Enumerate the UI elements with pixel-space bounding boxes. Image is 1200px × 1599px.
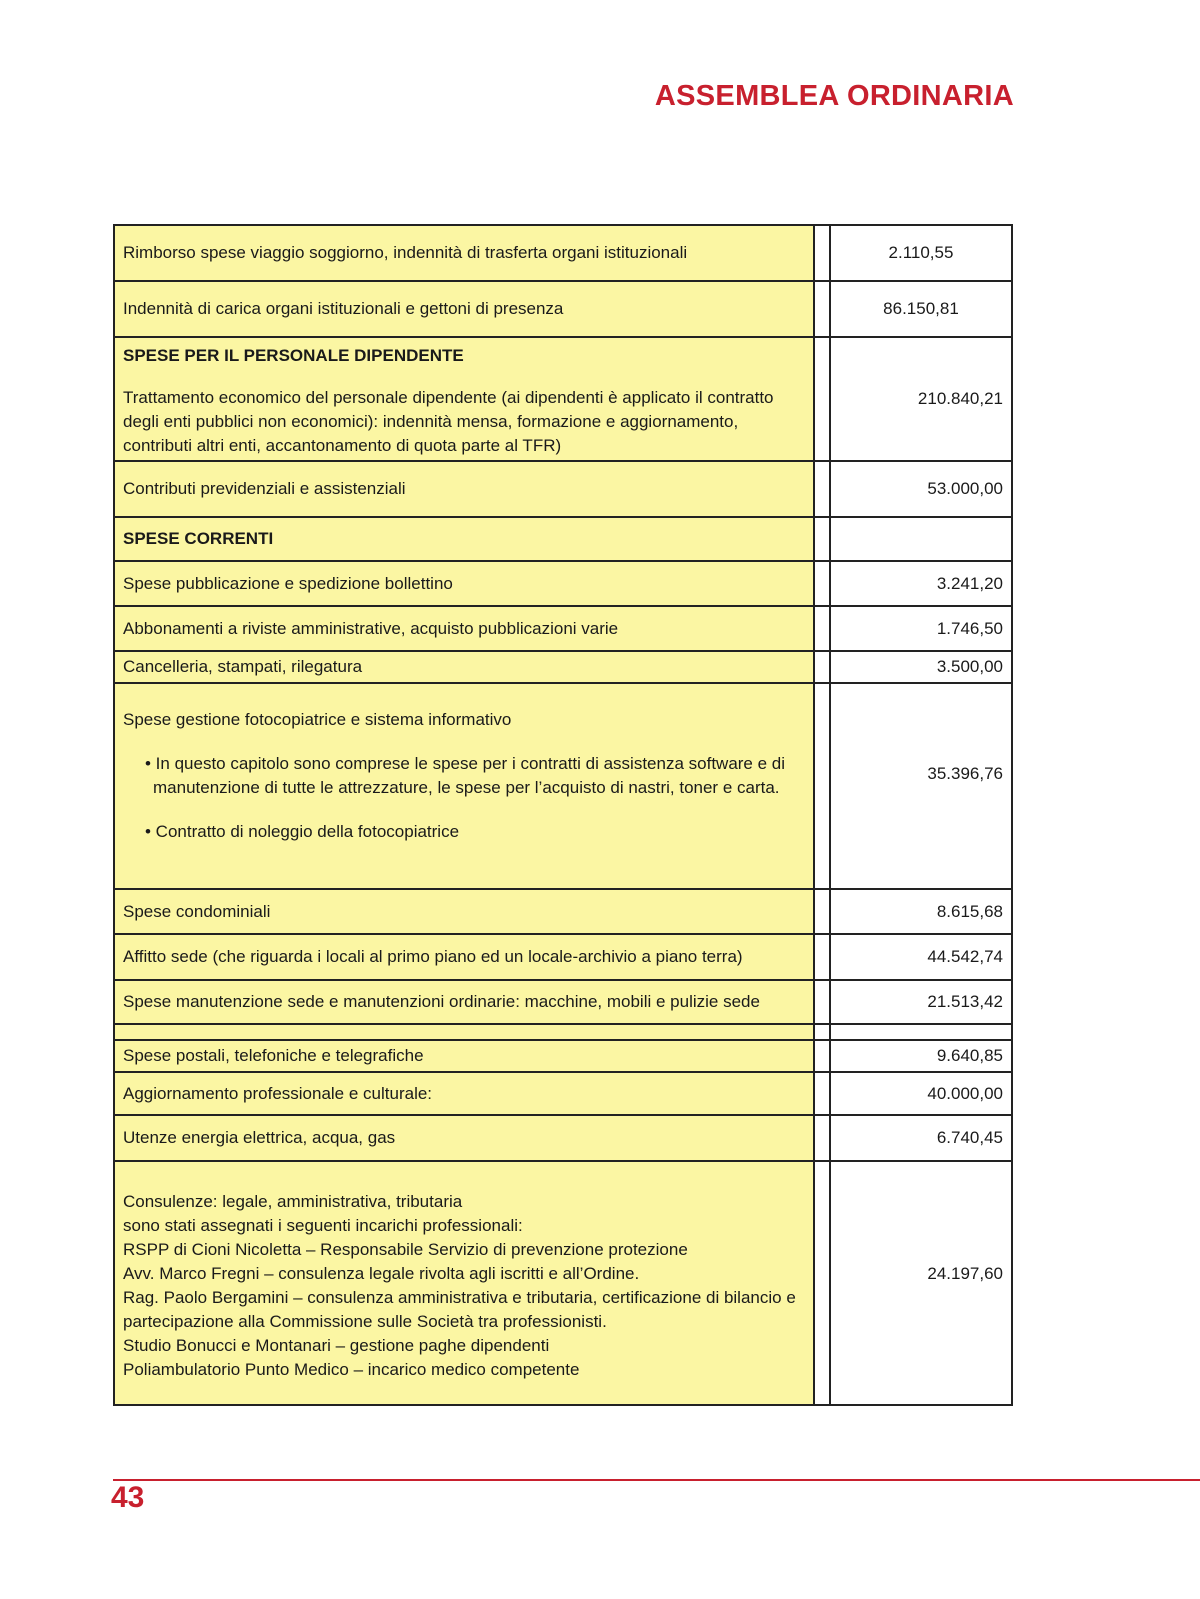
row-spacer [814,1040,830,1072]
table-row [114,225,1012,281]
row-amount: 8.615,68 [830,889,1012,934]
row-spacer [814,337,830,461]
table-row [114,281,1012,337]
table-row [114,337,1012,461]
table-row [114,889,1012,934]
row-spacer [814,934,830,980]
row-description: Utenze energia elettrica, acqua, gas [114,1115,814,1161]
page-number: 43 [111,1481,145,1514]
row-amount: 86.150,81 [830,281,1012,337]
table-row [114,651,1012,683]
row-spacer [814,1072,830,1115]
row-amount: 6.740,45 [830,1115,1012,1161]
row-spacer [814,1024,830,1040]
consultancy-line: sono stati assegnati i seguenti incarichi professionali: [123,1216,523,1235]
consultancy-line: Poliambulatorio Punto Medico – incarico medico competente [123,1360,580,1379]
row-spacer [814,683,830,889]
row-description: Contributi previdenziali e assistenziali [114,461,814,517]
row-spacer [814,225,830,281]
table-row [114,1040,1012,1072]
row-amount: 1.746,50 [830,606,1012,651]
table-row [114,683,1012,889]
row-description: Indennità di carica organi istituzionali e gettoni di presenza [114,281,814,337]
row-description-text: Trattamento economico del personale dipendente (ai dipendenti è applicato il contratto degli enti pubblici non economici): indennità mensa, formazione e aggiornamento, contributi altri enti, accantonamento di quota parte al TFR) [123,388,774,455]
consultancy-line: RSPP di Cioni Nicoletta – Responsabile Servizio di prevenzione protezione [123,1240,688,1259]
row-spacer [814,517,830,561]
table-row [114,517,1012,561]
row-amount [830,1024,1012,1040]
row-amount [830,517,1012,561]
page-header-title: ASSEMBLEA ORDINARIA [654,80,1014,112]
bullet-item: • Contratto di noleggio della fotocopiatrice [145,822,460,841]
row-amount: 3.241,20 [830,561,1012,606]
row-amount: 35.396,76 [830,683,1012,889]
row-amount: 53.000,00 [830,461,1012,517]
budget-table [113,224,1013,1406]
consultancy-line: Studio Bonucci e Montanari – gestione paghe dipendenti [123,1336,550,1355]
row-spacer [814,980,830,1024]
consultancy-line: Avv. Marco Fregni – consulenza legale rivolta agli iscritti e all’Ordine. [123,1264,640,1283]
row-description: Spese postali, telefoniche e telegrafiche [114,1040,814,1072]
row-description: Abbonamenti a riviste amministrative, acquisto pubblicazioni varie [114,606,814,651]
row-amount: 40.000,00 [830,1072,1012,1115]
row-spacer [814,1115,830,1161]
row-description [114,1161,814,1405]
row-spacer [814,606,830,651]
row-amount: 3.500,00 [830,651,1012,683]
table-row [114,606,1012,651]
table-row [114,461,1012,517]
table-row [114,934,1012,980]
row-spacer [814,889,830,934]
table-row-empty [114,1024,1012,1040]
bullet-item: • In questo capitolo sono comprese le spese per i contratti di assistenza software e di manutenzione di tutte le attrezzature, le spese per l’acquisto di nastri, toner e carta. [145,754,786,797]
section-title: SPESE PER IL PERSONALE DIPENDENTE [123,346,464,365]
row-description-text: Spese gestione fotocopiatrice e sistema informativo [123,710,512,729]
row-description: Affitto sede (che riguarda i locali al primo piano ed un locale-archivio a piano terra) [114,934,814,980]
row-description: Spese pubblicazione e spedizione bollettino [114,561,814,606]
table-row [114,1115,1012,1161]
row-spacer [814,651,830,683]
row-amount: 9.640,85 [830,1040,1012,1072]
table-row [114,561,1012,606]
row-description [114,337,814,461]
row-amount: 24.197,60 [830,1161,1012,1405]
footer-divider [113,1479,1200,1481]
table-row [114,980,1012,1024]
row-description [114,1024,814,1040]
row-description: Spese condominiali [114,889,814,934]
row-amount: 21.513,42 [830,980,1012,1024]
row-description: Spese manutenzione sede e manutenzioni ordinarie: macchine, mobili e pulizie sede [114,980,814,1024]
consultancy-line: Consulenze: legale, amministrativa, tributaria [123,1192,463,1211]
row-spacer [814,1161,830,1405]
row-spacer [814,281,830,337]
row-description: Aggiornamento professionale e culturale: [114,1072,814,1115]
row-amount: 210.840,21 [830,337,1012,461]
section-title: SPESE CORRENTI [114,517,814,561]
table-row [114,1161,1012,1405]
consultancy-line: Rag. Paolo Bergamini – consulenza amministrativa e tributaria, certificazione di bilancio e partecipazione alla Commissione sulle Società tra professionisti. [123,1288,796,1331]
row-amount: 2.110,55 [830,225,1012,281]
row-description: Cancelleria, stampati, rilegatura [114,651,814,683]
row-description [114,683,814,889]
table-row [114,1072,1012,1115]
row-spacer [814,461,830,517]
row-description: Rimborso spese viaggio soggiorno, indennità di trasferta organi istituzionali [114,225,814,281]
row-spacer [814,561,830,606]
row-amount: 44.542,74 [830,934,1012,980]
